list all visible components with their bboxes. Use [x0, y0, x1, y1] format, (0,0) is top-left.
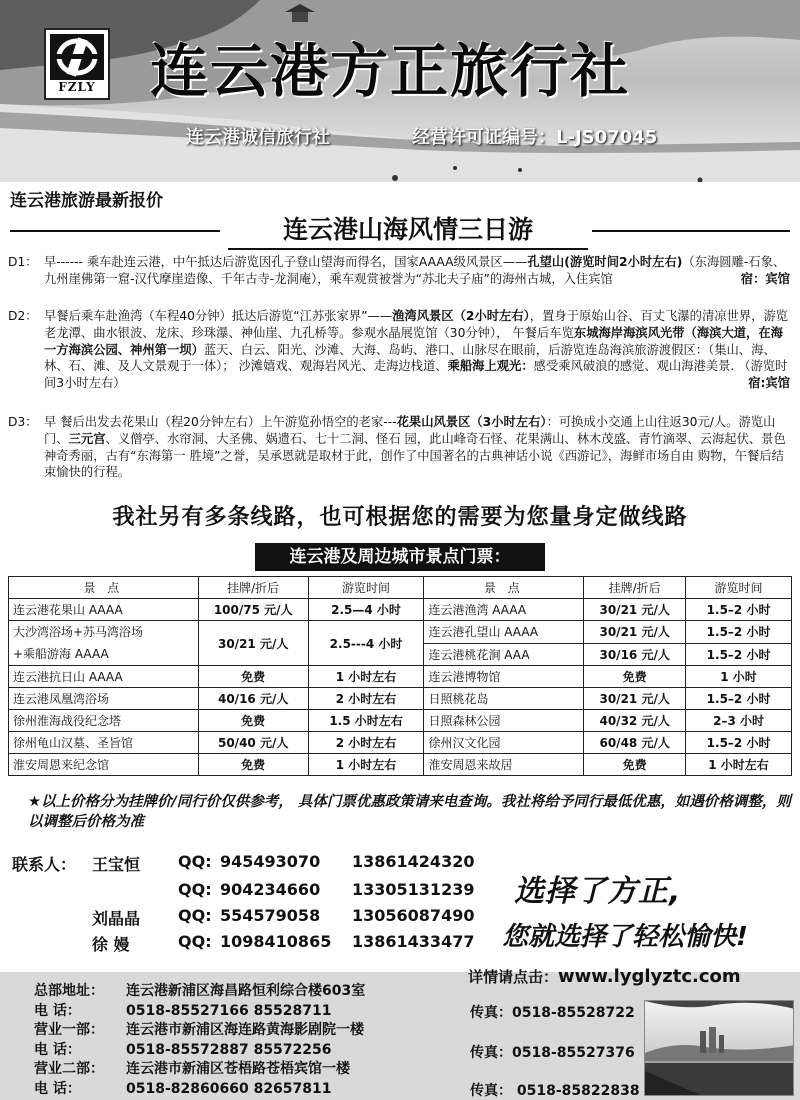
day-highlight: 孔望山(游览时间2小时左右)	[527, 255, 683, 269]
attraction-name: 徐州淮海战役纪念塔	[9, 710, 199, 732]
col-header: 挂牌/折后	[584, 577, 686, 599]
col-header: 景 点	[424, 577, 584, 599]
day-text: 感受乘风破浪的感觉、观山海港美景. （游览时间3小时左右）	[44, 359, 788, 391]
phone-number: 13056087490	[352, 906, 475, 925]
table-header-row	[9, 577, 792, 599]
attraction-name: 连云港花果山 AAAA	[9, 599, 199, 621]
attraction-name: 日照森林公园	[424, 710, 584, 732]
address-key: 营业一部：	[34, 1022, 104, 1038]
contact-name: 徐 嫚	[92, 935, 130, 954]
attraction-time: 1.5–2 小时	[686, 643, 792, 666]
address-row	[34, 1060, 464, 1080]
address-key: 总部地址：	[34, 983, 104, 999]
contact-row	[12, 880, 512, 904]
attraction-name: 徐州汉文化园	[424, 732, 584, 754]
qq-label: QQ:	[178, 906, 212, 925]
address-list	[34, 982, 464, 1099]
contact-name: 王宝恒	[92, 855, 141, 874]
attraction-price: 免费	[198, 754, 308, 776]
day-text: 、义僧亭、水帘洞、大圣佛、娲遗石、七十二洞、怪石 园，此山峰奇石怪、花果满山、林木茂盛、青竹滴翠、云海起伏、景色神奇秀丽，古有“东海第一 胜境”之誉，吴承恩就是取材于此，创作了中国著名的古典神话小说《西游记》，海鲜市场自由 购物，午餐后结束愉快的行程。	[44, 431, 786, 480]
day-highlight: 乘船海上观光：	[447, 359, 534, 374]
contact-row	[12, 932, 512, 956]
address-value: 0518-85572887 85572256	[126, 1041, 332, 1058]
qq-label: QQ:	[178, 880, 212, 899]
day-text: 蓝天、白云、阳光、沙滩、大海、岛屿、港口、山脉尽在眼前，后游览连岛海滨旅游渡假区：（集山、海、林、石、滩、及人文景观于一体）； 沙滩嬉戏、观海岩风光、走海边栈道、	[44, 342, 776, 374]
attraction-name: 连云港桃花涧 AAA	[424, 643, 584, 666]
phone-number: 13305131239	[352, 880, 475, 899]
address-row	[34, 1002, 464, 1022]
day-stay: 宿：宾馆	[740, 271, 790, 286]
day-label: D1：	[8, 255, 38, 269]
qq-label: QQ:	[178, 852, 212, 871]
phone-number: 13861424320	[352, 852, 475, 871]
table-row	[9, 688, 792, 710]
address-key: 电 话：	[34, 1041, 81, 1058]
qq-number: 945493070	[220, 852, 321, 871]
attraction-name: 连云港渔湾 AAAA	[424, 599, 584, 621]
fax-number: 传真：0518-85528722	[470, 1005, 635, 1021]
attraction-name: 淮安周恩来纪念馆	[9, 754, 199, 776]
custom-route-slogan: 我社另有多条线路，也可根据您的需要为您量身定做线路	[112, 505, 688, 530]
address-value: 0518-82860660 82657811	[126, 1080, 332, 1097]
address-row	[34, 1080, 464, 1100]
itinerary-day-2	[8, 308, 790, 414]
contacts-label: 联系人：	[12, 855, 77, 874]
qq-number: 904234660	[220, 880, 321, 899]
logo-text: FZLY	[58, 80, 96, 94]
price-note: ★以上价格分为挂牌价/同行价仅供参考， 具体门票优惠政策请来电查询。我社将给予同行最低优惠，如遇价格调整，则以调整后价格为准	[28, 794, 791, 830]
ticket-table	[8, 576, 792, 776]
day-label: D3：	[8, 415, 38, 429]
table-row	[9, 732, 792, 754]
attraction-name	[9, 621, 199, 666]
tagline: 连云港诚信旅行社	[186, 127, 330, 148]
company-logo	[44, 28, 110, 100]
itinerary-day-1	[8, 254, 790, 308]
col-header: 游览时间	[686, 577, 792, 599]
footer	[0, 966, 800, 1100]
day-highlight: 花果山风景区（3小时左右）	[396, 415, 547, 429]
ticket-section-title: 连云港及周边城市景点门票：	[255, 543, 545, 571]
attraction-time: 1.5–2 小时	[686, 599, 792, 621]
col-header: 游览时间	[308, 577, 424, 599]
fax-number: 传真： 0518-85822838	[470, 1083, 640, 1099]
attraction-price: 30/21 元/人	[584, 688, 686, 710]
address-row	[34, 1021, 464, 1041]
attraction-time: 2.5—4 小时	[308, 599, 424, 621]
day-text: 早------ 乘车赴连云港，中午抵达后游览因孔子登山望海而得名，国家AAAA级风景区——	[44, 255, 528, 269]
phone-number: 13861433477	[352, 932, 475, 951]
attraction-time: 1 小时左右	[686, 754, 792, 776]
logo-mark-icon	[50, 34, 104, 80]
attraction-price: 30/21 元/人	[198, 621, 308, 666]
contact-row	[12, 852, 512, 876]
promo-line-1: 选择了方正,	[514, 874, 682, 909]
attraction-price: 30/21 元/人	[584, 621, 686, 644]
attraction-time: 1 小时左右	[308, 666, 424, 688]
day-text: 早 餐后出发去花果山（程20分钟左右）上午游览孙悟空的老家---	[44, 415, 397, 429]
attraction-price: 免费	[198, 666, 308, 688]
company-name: 连云港方正旅行社	[150, 37, 631, 105]
day-highlight: 渔湾风景区（2小时左右）	[392, 309, 530, 323]
attraction-name: 连云港抗日山 AAAA	[9, 666, 199, 688]
itinerary	[8, 254, 790, 502]
attraction-price: 60/48 元/人	[584, 732, 686, 754]
attraction-name: 日照桃花岛	[424, 688, 584, 710]
day-text: 早餐后乘车赴渔湾（车程40分钟）抵达后游览“江苏张家界”——	[44, 309, 393, 323]
attraction-price: 40/16 元/人	[198, 688, 308, 710]
attraction-name: 徐州龟山汉墓、圣旨馆	[9, 732, 199, 754]
qq-label: QQ:	[178, 932, 212, 951]
address-key: 营业二部：	[34, 1061, 104, 1077]
attraction-price: 30/21 元/人	[584, 599, 686, 621]
attraction-time: 1.5–2 小时	[686, 732, 792, 754]
attraction-price: 免费	[198, 710, 308, 732]
promo-slogan	[502, 856, 792, 976]
license-number: 经营许可证编号：L-JS07045	[412, 127, 658, 148]
day-label: D2：	[8, 309, 38, 323]
table-row	[9, 621, 792, 644]
attraction-name: 连云港孔望山 AAAA	[424, 621, 584, 644]
address-value: 连云港市新浦区苍梧路苍梧宾馆一楼	[126, 1061, 350, 1077]
table-row	[9, 666, 792, 688]
address-key: 电 话：	[34, 1002, 81, 1019]
address-value: 连云港新浦区海昌路恒利综合楼603室	[126, 983, 366, 999]
address-value: 0518-85527166 85528711	[126, 1002, 332, 1019]
day-highlight: 东城海岸海滨风光带（海滨大道，在海一方海滨公园、神州第一坝）	[44, 325, 783, 357]
section-label: 连云港旅游最新报价	[10, 191, 163, 211]
attraction-time: 2.5---4 小时	[308, 621, 424, 666]
title-rule-right	[592, 230, 790, 232]
address-value: 连云港市新浦区海连路黄海影剧院一楼	[126, 1022, 364, 1038]
attraction-time: 2 小时左右	[308, 688, 424, 710]
attraction-name: 连云港博物馆	[424, 666, 584, 688]
attraction-time: 1.5–2 小时	[686, 621, 792, 644]
attraction-price: 100/75 元/人	[198, 599, 308, 621]
attraction-time: 2–3 小时	[686, 710, 792, 732]
table-row	[9, 754, 792, 776]
attraction-time: 2 小时左右	[308, 732, 424, 754]
table-row	[9, 599, 792, 621]
contact-row	[12, 906, 512, 930]
attraction-price: 免费	[584, 754, 686, 776]
address-row	[34, 982, 464, 1002]
promo-line-2: 您就选择了轻松愉快!	[502, 922, 748, 952]
harbor-photo	[644, 1000, 794, 1096]
attraction-time: 1.5 小时左右	[308, 710, 424, 732]
contact-name: 刘晶晶	[92, 909, 141, 928]
fax-number: 传真：0518-85527376	[470, 1045, 635, 1061]
attraction-price: 30/16 元/人	[584, 643, 686, 666]
website-label: 详情请点击：	[468, 968, 559, 986]
header-banner	[0, 0, 800, 182]
tour-title: 连云港山海风情三日游	[228, 210, 588, 250]
attraction-price: 免费	[584, 666, 686, 688]
attraction-time: 1 小时	[686, 666, 792, 688]
itinerary-day-3	[8, 414, 790, 502]
attraction-price: 50/40 元/人	[198, 732, 308, 754]
attraction-name-line: +乘船游海 AAAA	[13, 647, 109, 661]
day-text: （东海圆雕-石象、九州崖佛第一窟-汉代摩崖造像、千年古寺-龙洞庵），乘车观赏被誉为“苏北夫子庙”的海州古城，入住宾馆	[44, 255, 786, 286]
attraction-name: 淮安周恩来故居	[424, 754, 584, 776]
col-header: 挂牌/折后	[198, 577, 308, 599]
qq-number: 554579058	[220, 906, 321, 925]
col-header: 景 点	[9, 577, 199, 599]
attraction-time: 1.5–2 小时	[686, 688, 792, 710]
day-text: ，置身于原始山谷、百丈飞瀑的清凉世界，游览老龙潭、曲水银波、龙床、珍珠瀑、神仙崖、九孔桥等。参观水晶展览馆（30分钟）， 午餐后车览	[44, 309, 789, 340]
address-key: 电 话：	[34, 1080, 81, 1097]
table-row	[9, 710, 792, 732]
day-highlight: 三元宫	[68, 431, 106, 446]
harbor-image	[645, 1001, 794, 1096]
attraction-name: 连云港凤凰湾浴场	[9, 688, 199, 710]
day-text: ：可换成小交通上山往返30元/人。游览山门、	[44, 415, 776, 446]
day-stay: 宿:宾馆	[748, 376, 790, 391]
website-link[interactable]: www.lyglyztc.com	[558, 966, 741, 987]
attraction-time: 1 小时左右	[308, 754, 424, 776]
website-line	[468, 966, 741, 987]
attraction-price: 40/32 元/人	[584, 710, 686, 732]
tour-title-block	[0, 208, 800, 252]
title-rule-left	[10, 230, 220, 232]
attraction-name-line: 大沙湾浴场+苏马湾浴场	[13, 625, 144, 639]
qq-number: 1098410865	[220, 932, 332, 951]
address-row	[34, 1041, 464, 1061]
